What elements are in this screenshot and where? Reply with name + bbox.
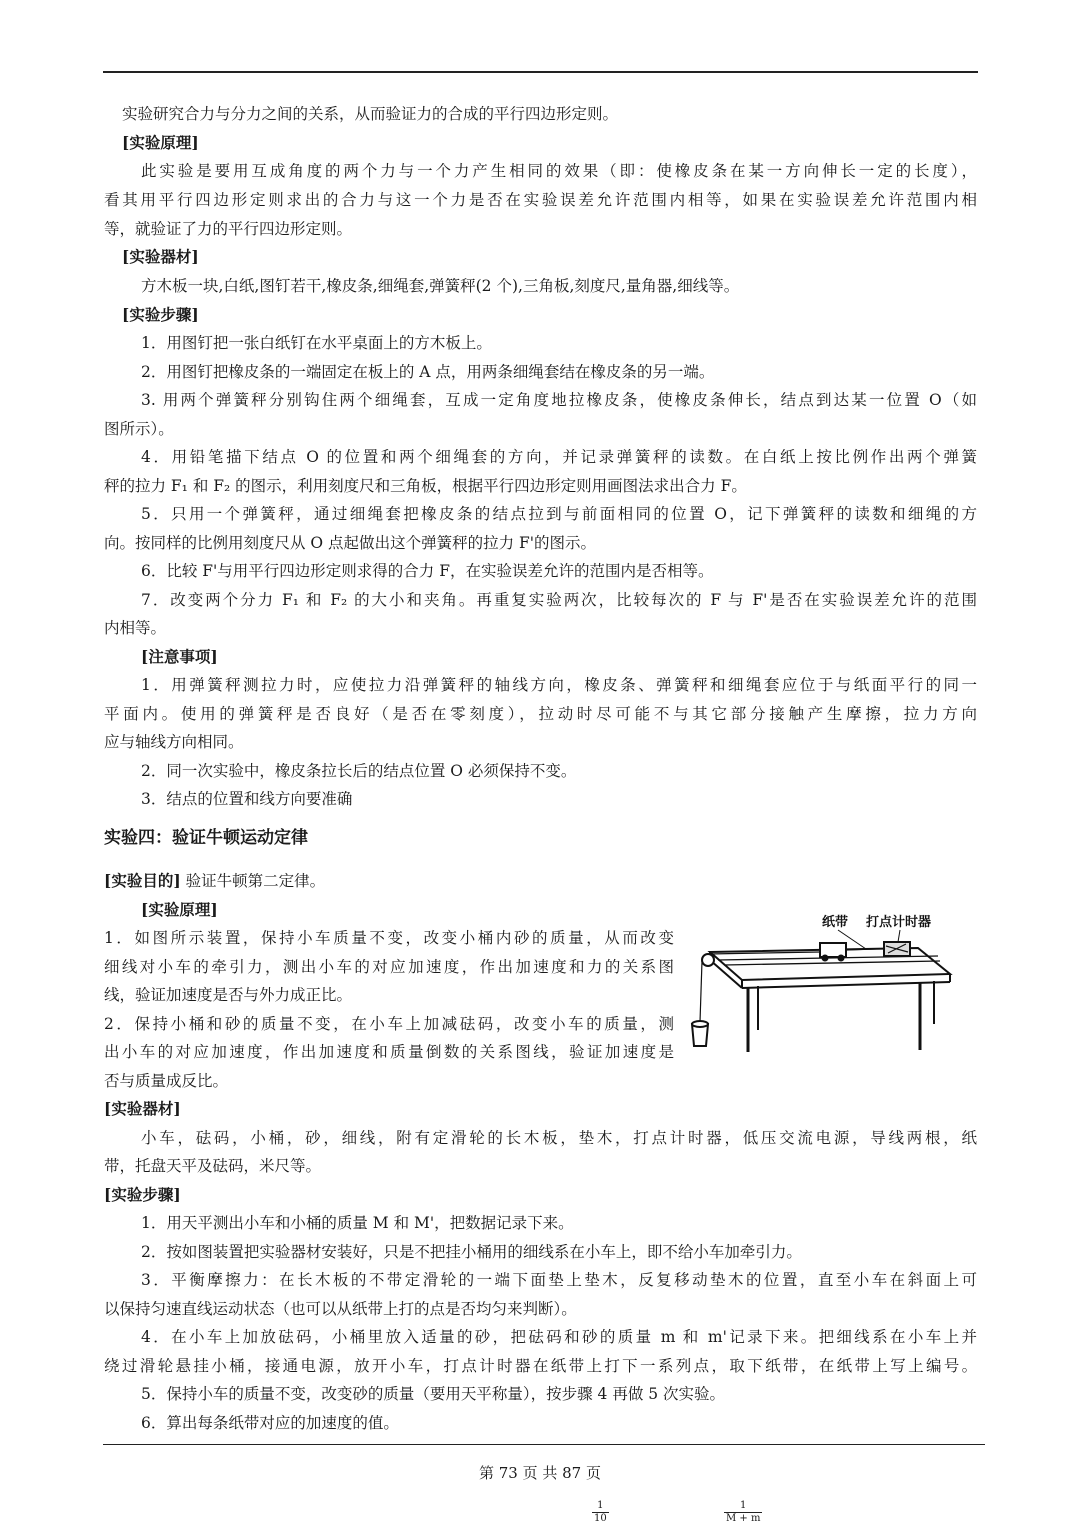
fraction-denominator: 10: [594, 1513, 607, 1524]
footer-rule: [103, 1444, 985, 1445]
section-heading: [实验目的]: [104, 871, 181, 890]
fraction-1-over-10: [592, 1500, 609, 1525]
fraction-1-over-m-plus-m: [724, 1500, 762, 1525]
principle-line: 2．保持小桶和砂的质量不变，在小车上加减砝码，改变小车的质量，测: [104, 1015, 674, 1033]
step-line: 向。按同样的比例用刻度尺从 O 点起做出这个弹簧秤的拉力 F'的图示。: [104, 534, 597, 552]
figure-label-tape: 纸带: [822, 915, 849, 930]
equipment-line: 小车，砝码，小桶，砂，细线，附有定滑轮的长木板，垫木，打点计时器，低压交流电源，导线两根，纸: [141, 1129, 977, 1147]
section-heading: [注意事项]: [141, 647, 218, 666]
step-line: 1．用天平测出小车和小桶的质量 M 和 M'，把数据记录下来。: [141, 1214, 574, 1232]
section-heading: [实验器材]: [122, 247, 199, 266]
paragraph-line: 看其用平行四边形定则求出的合力与这一个力是否在实验误差允许范围内相等，如果在实验误差允许范围内相: [104, 191, 977, 209]
step-line: 秤的拉力 F₁ 和 F₂ 的图示，利用刻度尺和三角板，根据平行四边形定则用画图法求出合力 F。: [104, 477, 747, 495]
note-line: 1．用弹簧秤测拉力时，应使拉力沿弹簧秤的轴线方向，橡皮条、弹簧秤和细绳套应位于与纸面平行的同一: [141, 676, 977, 694]
step-line: 3. 用两个弹簧秤分别钩住两个细绳套，互成一定角度地拉橡皮条，使橡皮条伸长，结点到达某一位置 O（如: [141, 391, 977, 409]
section-heading: [实验步骤]: [122, 305, 199, 324]
step-line: 4．在小车上加放砝码，小桶里放入适量的砂，把砝码和砂的质量 m 和 m'记录下来。把细线系在小车上并: [141, 1328, 977, 1346]
note-line: 平面内。使用的弹簧秤是否良好（是否在零刻度），拉动时尽可能不与其它部分接触产生摩擦，拉力方向: [104, 705, 977, 723]
figure-label-timer: 打点计时器: [866, 915, 932, 930]
fraction-numerator: 1: [592, 1500, 609, 1513]
note-line: 3．结点的位置和线方向要准确: [141, 790, 353, 808]
step-line: 6．比较 F'与用平行四边形定则求得的合力 F，在实验误差允许的范围内是否相等。: [141, 562, 714, 580]
step-line: 以保持匀速直线运动状态（也可以从纸带上打的点是否均匀来判断）。: [104, 1300, 577, 1318]
paragraph-line: 此实验是要用互成角度的两个力与一个力产生相同的效果（即：使橡皮条在某一方向伸长一定的长度），: [141, 162, 977, 180]
principle-line: 否与质量成反比。: [104, 1072, 229, 1090]
paragraph-line: 方木板一块,白纸,图钉若干,橡皮条,细绳套,弹簧秤(2 个),三角板,刻度尺,量角器,细线等。: [141, 277, 740, 295]
principle-line: 1．如图所示装置，保持小车质量不变，改变小桶内砂的质量，从而改变: [104, 929, 674, 947]
purpose-line: [104, 870, 325, 892]
section-heading: [实验步骤]: [104, 1185, 181, 1204]
purpose-text: 验证牛顿第二定律。: [185, 872, 326, 890]
step-line: 内相等。: [104, 619, 167, 637]
experiment-title: 实验四：验证牛顿运动定律: [104, 828, 308, 848]
step-line: 绕过滑轮悬挂小桶，接通电源，放开小车，打点计时器在纸带上打下一系列点，取下纸带，在纸带上写上编号。: [104, 1357, 977, 1375]
principle-line: 线，验证加速度是否与外力成正比。: [104, 986, 353, 1004]
header-rule: [103, 71, 978, 73]
step-line: 5．保持小车的质量不变，改变砂的质量（要用天平称量），按步骤 4 再做 5 次实验。: [141, 1385, 726, 1403]
principle-line: 细线对小车的牵引力，测出小车的对应加速度，作出加速度和力的关系图: [104, 958, 674, 976]
step-line: 3．平衡摩擦力：在长木板的不带定滑轮的一端下面垫上垫木，反复移动垫木的位置，直至小车在斜面上可: [141, 1271, 977, 1289]
section-heading: [实验原理]: [122, 133, 199, 152]
step-line: 4．用铅笔描下结点 O 的位置和两个细绳套的方向，并记录弹簧秤的读数。在白纸上按比例作出两个弹簧: [141, 448, 977, 466]
equipment-line: 带，托盘天平及砝码，米尺等。: [104, 1157, 322, 1175]
step-line: 7．改变两个分力 F₁ 和 F₂ 的大小和夹角。再重复实验两次，比较每次的 F 与 F'是否在实验误差允许的范围: [141, 591, 977, 609]
paragraph-line: 实验研究合力与分力之间的关系，从而验证力的合成的平行四边形定则。: [122, 105, 619, 123]
step-line: 1．用图钉把一张白纸钉在水平桌面上的方木板上。: [141, 334, 492, 352]
step-line: 图所示）。: [104, 420, 174, 438]
page-number: 第 73 页 共 87 页: [478, 1464, 601, 1482]
step-line: 2．用图钉把橡皮条的一端固定在板上的 A 点，用两条细绳套结在橡皮条的另一端。: [141, 363, 715, 381]
step-line: 2．按如图装置把实验器材安装好，只是不把挂小桶用的细线系在小车上，即不给小车加牵引力。: [141, 1243, 802, 1261]
paragraph-line: 等，就验证了力的平行四边形定则。: [104, 220, 353, 238]
step-line: 6．算出每条纸带对应的加速度的值。: [141, 1414, 399, 1432]
note-line: 2．同一次实验中，橡皮条拉长后的结点位置 O 必须保持不变。: [141, 762, 577, 780]
apparatus-figure: [688, 912, 958, 1062]
note-line: 应与轴线方向相同。: [104, 733, 244, 751]
fraction-numerator: 1: [724, 1500, 762, 1513]
step-line: 5．只用一个弹簧秤，通过细绳套把橡皮条的结点拉到与前面相同的位置 O，记下弹簧秤的读数和细绳的方: [141, 505, 977, 523]
fraction-denominator: M + m: [726, 1513, 761, 1524]
section-heading: [实验原理]: [141, 900, 218, 919]
principle-line: 出小车的对应加速度，作出加速度和质量倒数的关系图线，验证加速度是: [104, 1043, 674, 1061]
section-heading: [实验器材]: [104, 1099, 181, 1118]
